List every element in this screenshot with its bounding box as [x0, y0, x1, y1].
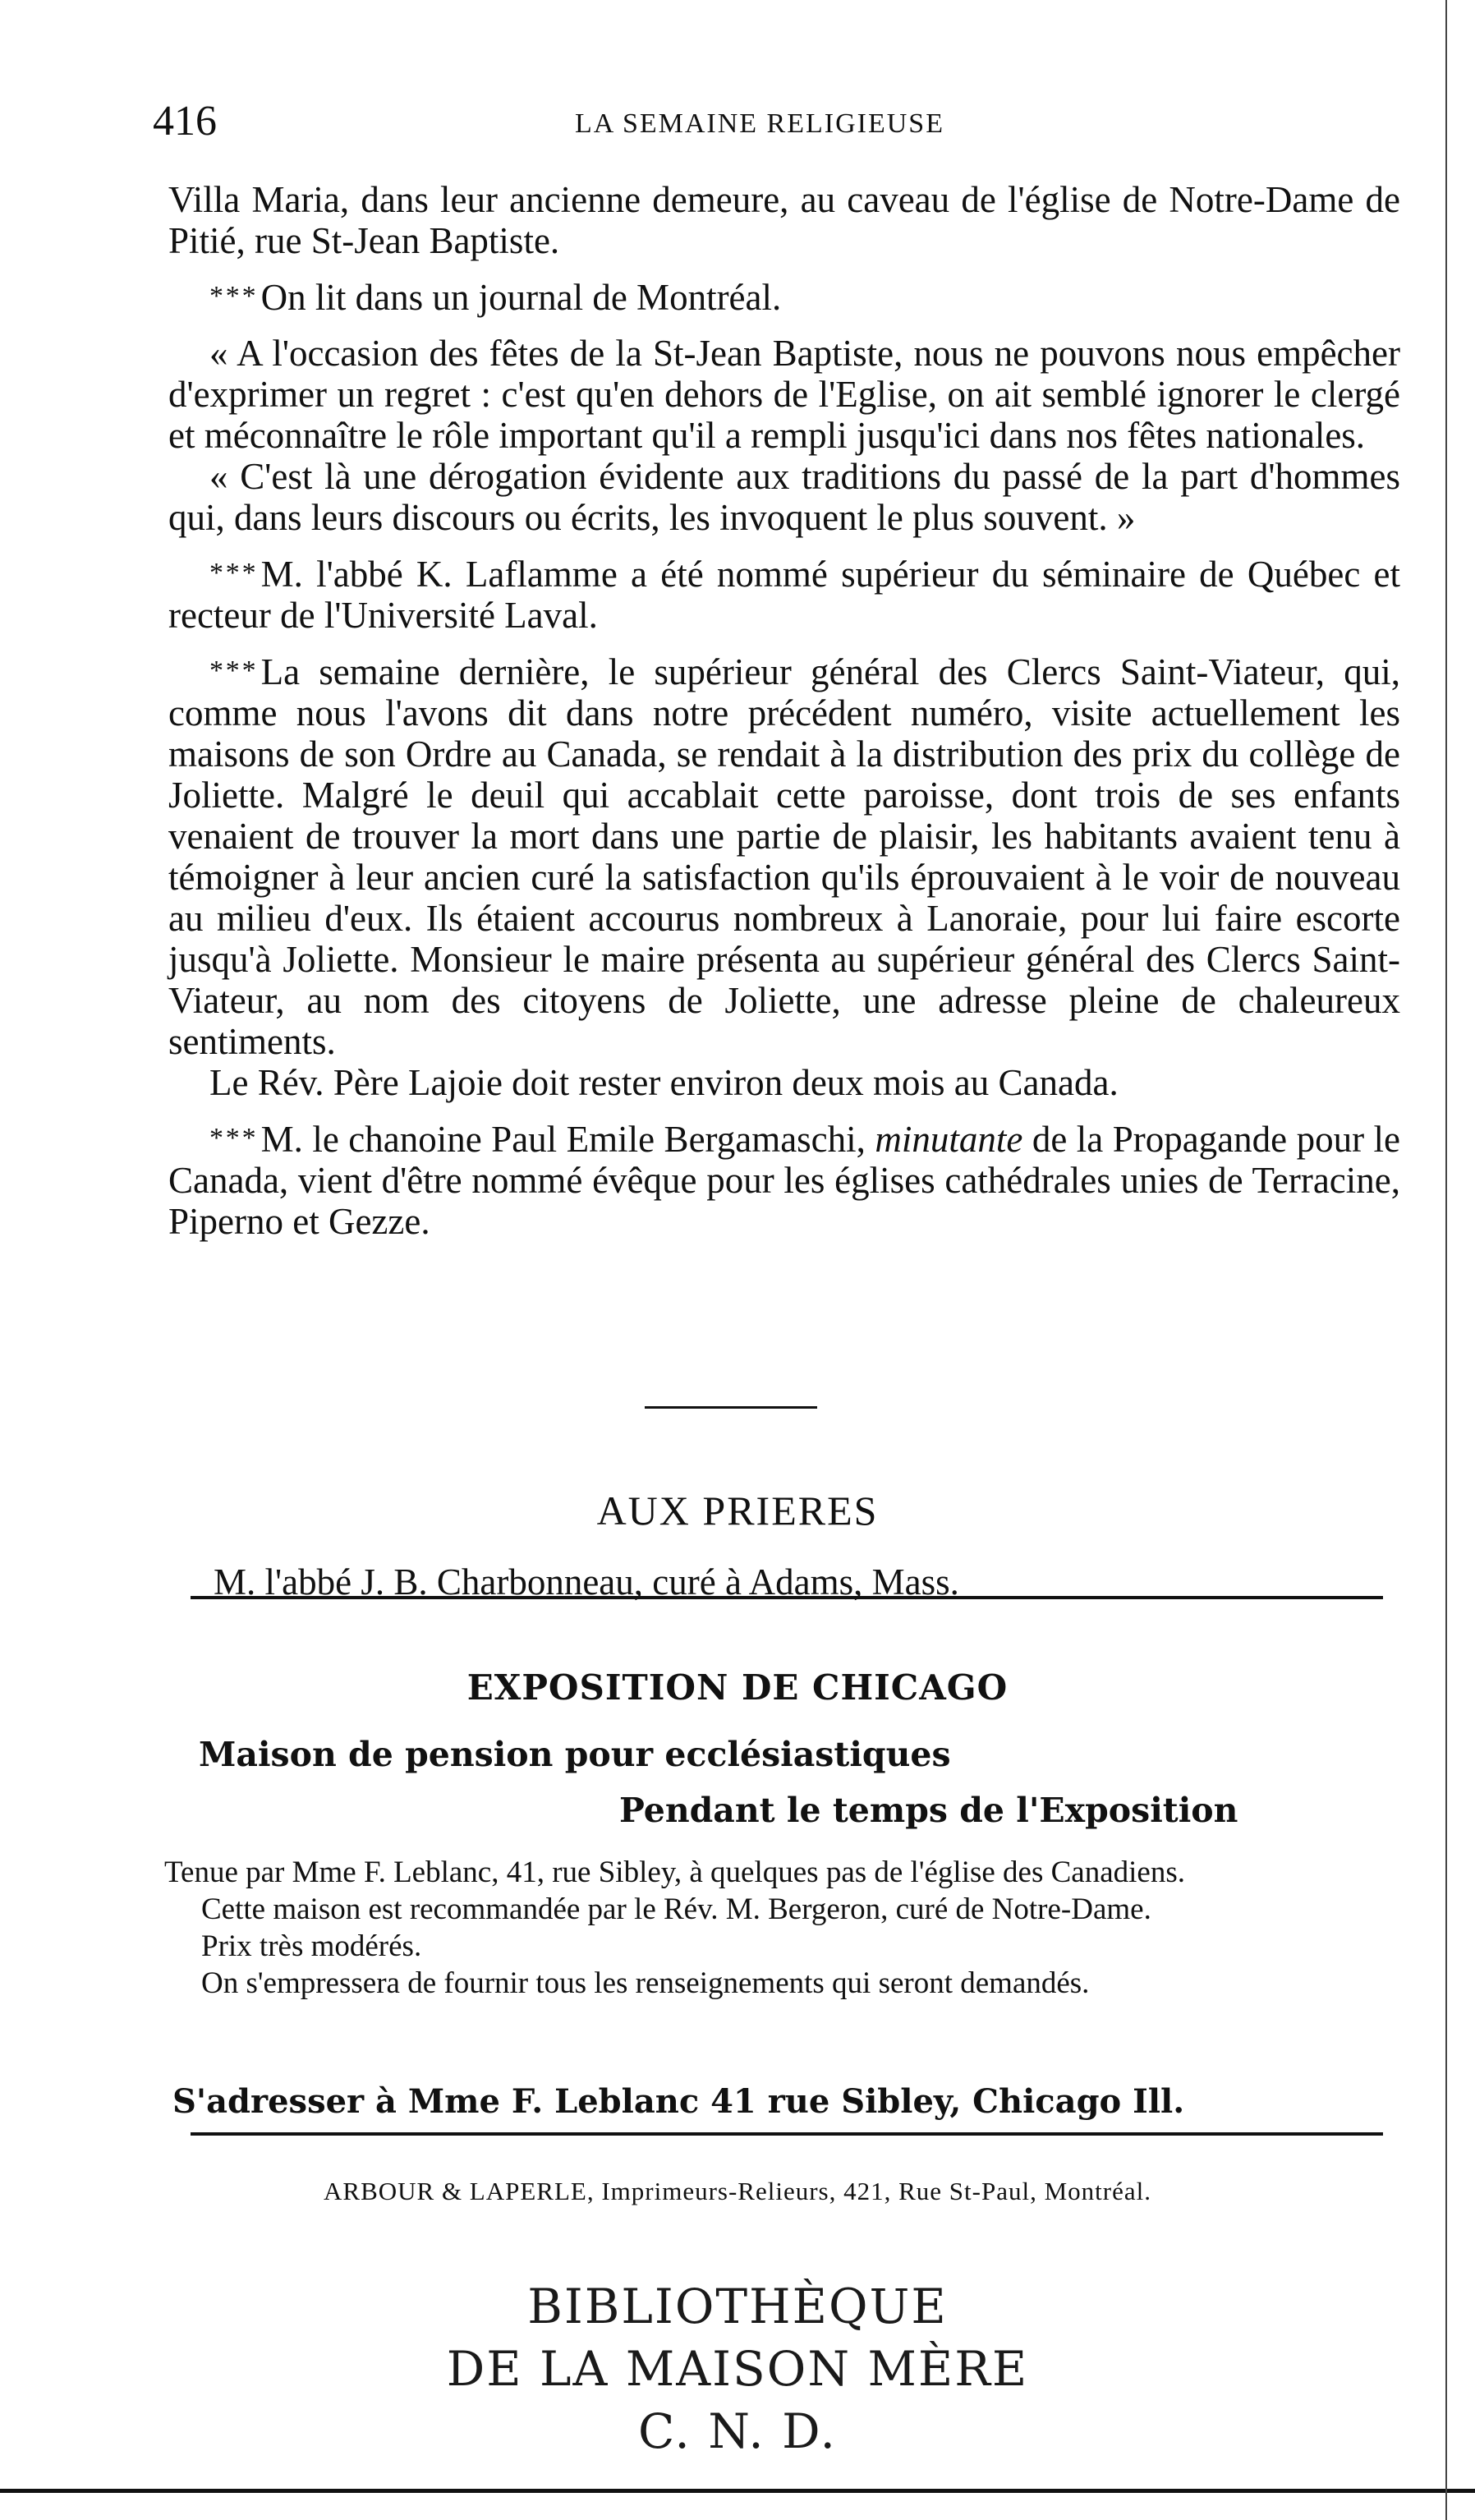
stamp-line: DE LA MAISON MÈRE: [446, 2341, 1029, 2397]
paragraph-bergamaschi: [168, 1118, 1400, 1242]
page-header: [0, 97, 1475, 146]
exposition-line: Cette maison est recommandée par le Rév. M. Bergeron, curé de Notre-Dame.: [201, 1892, 1151, 1926]
article-body: [168, 179, 1400, 1257]
paragraph-journal-montreal: [168, 276, 1400, 318]
paragraph-quote-2: « C'est là une dérogation évidente aux traditions du passé de la part d'hommes qui, dans leurs discours ou écrits, les invoquent le plus souvent. »: [168, 456, 1400, 538]
prieres-text: M. l'abbé J. B. Charbonneau, curé à Adams, Mass.: [214, 1561, 959, 1603]
section-divider: [191, 1596, 1383, 1599]
exposition-subheading: Maison de pension pour ecclésiastiques: [199, 1735, 951, 1774]
exposition-body: [164, 1854, 1403, 2002]
printer-imprint: ARBOUR & LAPERLE, Imprimeurs-Relieurs, 421, Rue St-Paul, Montréal.: [324, 2177, 1151, 2205]
paragraph-clercs-saint-viateur: [168, 651, 1400, 1062]
paragraph-text: de la Propagande pour le Canada, vient d'être nommé évêque pour les églises cathédrales unies de Terracine, Piperno et Gezze.: [168, 1119, 1401, 1242]
page-number: 416: [153, 98, 217, 145]
paragraph-text: M. l'abbé K. Laflamme a été nommé supérieur du séminaire de Québec et recteur de l'Université Laval.: [168, 554, 1400, 636]
exposition-line: Tenue par Mme F. Leblanc, 41, rue Sibley, à quelques pas de l'église des Canadiens.: [164, 1856, 1186, 1889]
paragraph-quote-1: « A l'occasion des fêtes de la St-Jean Baptiste, nous ne pouvons nous empêcher d'exprimer un regret : c'est qu'en dehors de l'Eglise, on ait semblé ignorer le clergé et méconnaître le rôle important qu'il a rempli jusqu'ici dans nos fêtes nationales.: [168, 333, 1400, 456]
paragraph-text: La semaine dernière, le supérieur général des Clercs Saint-Viateur, qui, comme nous l'avons dit dans notre précédent numéro, visite actuellement les maisons de son Ordre au Canada, se rendait à la distribution des prix du collège de Joliette. Malgré le deuil qui accablait cette paroisse, dont trois de ses enfants venaient de trouver la mort dans une partie de plaisir, les habitants avaient tenu à témoigner à leur ancien curé la satisfaction qu'ils éprouvaient à le voir de nouveau au milieu d'eux. Ils étaient accourus nombreux à Lanoraie, pour lui faire escorte jusqu'à Joliette. Monsieur le maire présenta au supérieur général des Clercs Saint-Viateur, au nom des citoyens de Joliette, une adresse pleine de chaleureux sentiments.: [168, 651, 1400, 1062]
italic-term: minutante: [875, 1119, 1023, 1160]
library-stamp: [0, 2275, 1475, 2463]
asterism: * * *: [209, 1123, 255, 1153]
exposition-contact: S'adresser à Mme F. Leblanc 41 rue Sibley, Chicago Ill.: [172, 2082, 1185, 2121]
exposition-heading: EXPOSITION DE CHICAGO: [466, 1667, 1009, 1708]
paragraph-villa-maria: Villa Maria, dans leur ancienne demeure, au caveau de l'église de Notre-Dame de Pitié, rue St-Jean Baptiste.: [168, 179, 1400, 261]
running-title: LA SEMAINE RELIGIEUSE: [575, 108, 944, 139]
exposition-subheading: Pendant le temps de l'Exposition: [619, 1791, 1238, 1830]
paragraph-text: On lit dans un journal de Montréal.: [260, 277, 782, 318]
paragraph-lajoie: Le Rév. Père Lajoie doit rester environ deux mois au Canada.: [209, 1062, 1119, 1103]
prieres-heading: AUX PRIERES: [596, 1488, 879, 1534]
section-divider: [191, 2132, 1383, 2136]
stamp-line: BIBLIOTHÈQUE: [527, 2279, 948, 2334]
exposition-line: On s'empressera de fournir tous les renseignements qui seront demandés.: [201, 1966, 1090, 2000]
exposition-line: Prix très modérés.: [201, 1929, 422, 1963]
asterism: * * *: [209, 558, 255, 588]
section-divider: [645, 1406, 817, 1409]
paragraph-text: M. le chanoine Paul Emile Bergamaschi,: [260, 1119, 875, 1160]
asterism: * * *: [209, 655, 255, 686]
page-right-edge: [1445, 0, 1447, 2520]
page-bottom-edge: [0, 2489, 1475, 2493]
stamp-line: C. N. D.: [638, 2403, 837, 2459]
asterism: * * *: [209, 281, 255, 311]
paragraph-laflamme: [168, 553, 1400, 636]
